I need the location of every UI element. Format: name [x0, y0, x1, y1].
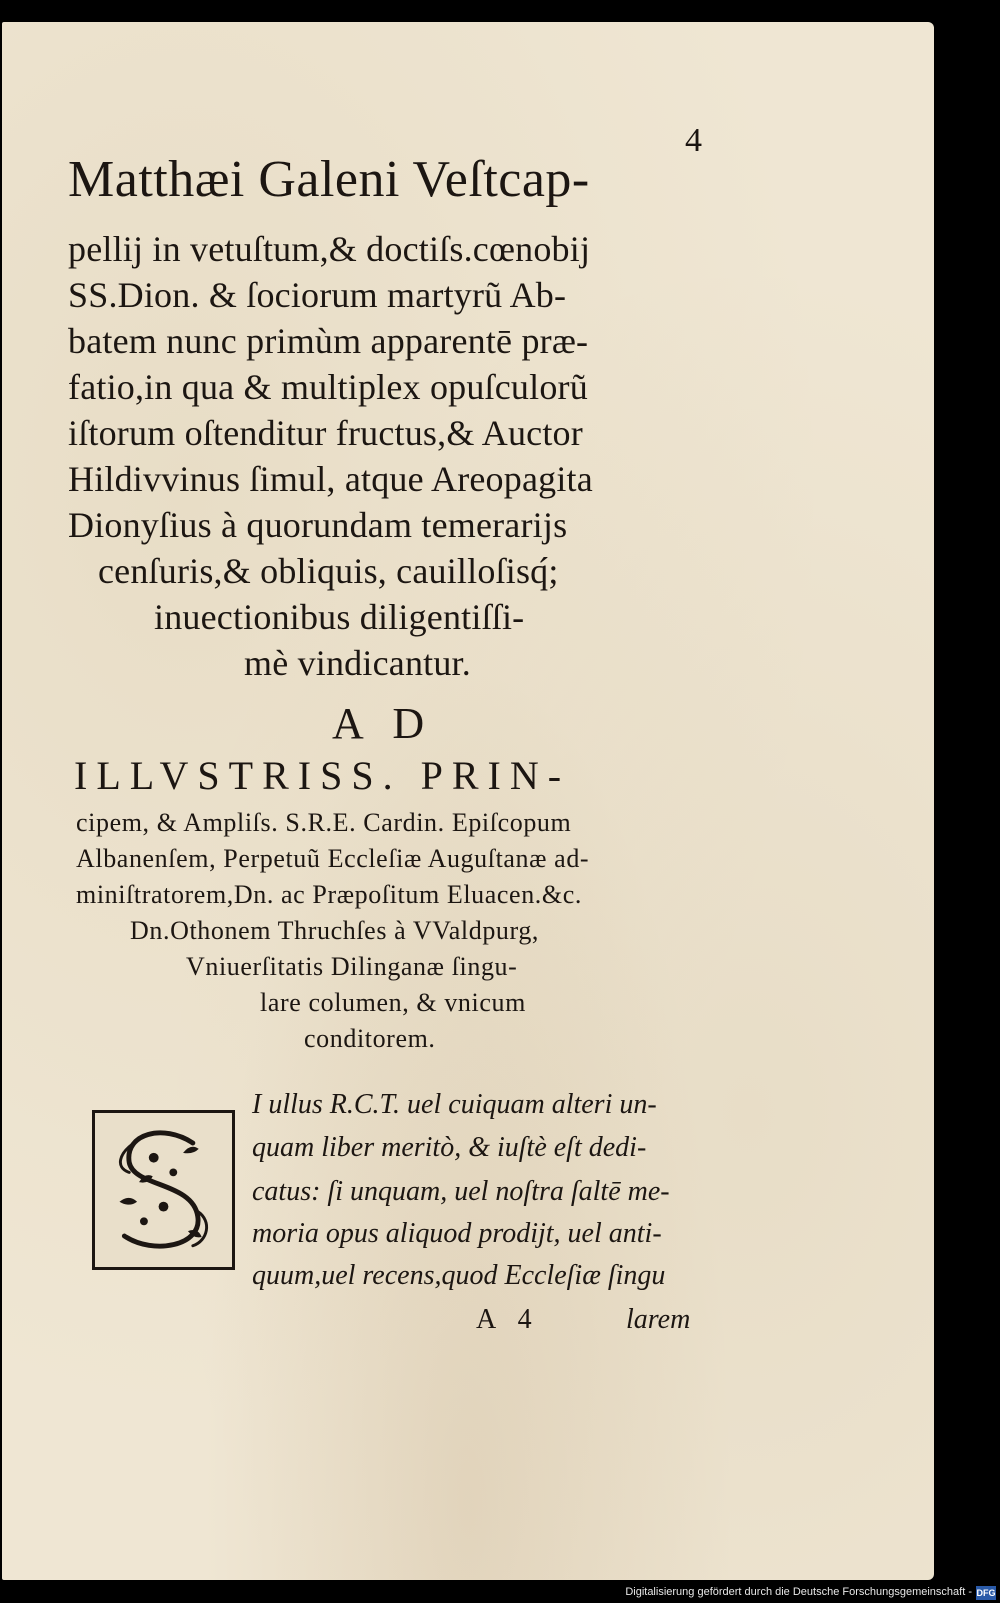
title-line: batem nunc primùm apparentē præ-	[68, 321, 589, 361]
title-line: iſtorum oſtenditur fructus,& Auctor	[68, 413, 583, 453]
body-line: quum,uel recens,quod Eccleſiæ ſingu	[252, 1260, 666, 1291]
folio-number: 4	[685, 122, 702, 159]
decorated-initial-s-icon	[95, 1113, 232, 1267]
title-line: mè vindicantur.	[244, 643, 471, 683]
body-line: catus: ſi unquam, uel noſtra ſaltē me-	[252, 1176, 670, 1207]
body-line: I ullus R.C.T. uel cuiquam alteri un-	[252, 1089, 657, 1120]
dedication-heading: ILLVSTRISS. PRIN-	[74, 753, 571, 798]
dedication-line: Dn.Othonem Thruchſes à VValdpurg,	[130, 916, 540, 945]
dedication-line: conditorem.	[304, 1024, 436, 1053]
title-line: cenſuris,& obliquis, cauilloſisq́;	[98, 551, 559, 591]
title-line: inuectionibus diligentiſſi-	[154, 597, 525, 637]
dfg-logo: DFG	[976, 1588, 996, 1598]
title-line: SS.Dion. & ſociorum martyrũ Ab-	[68, 275, 567, 315]
dedication-ad: A D	[332, 699, 435, 748]
body-line: quam liber meritò, & iuſtè eſt dedi-	[252, 1132, 647, 1163]
title-line: pellij in vetuſtum,& doctiſs.cœnobij	[68, 229, 591, 269]
dedication-line: Albanenſem, Perpetuũ Eccleſiæ Auguſtanæ ad-	[76, 844, 590, 873]
title-line: Dionyſius à quorundam temerarijs	[68, 505, 568, 545]
body-line: moria opus aliquod prodijt, uel anti-	[252, 1218, 662, 1249]
digitization-credit: Digitalisierung gefördert durch die Deutsche Forschungsgemeinschaft -	[625, 1586, 972, 1598]
catchword: larem	[626, 1304, 691, 1335]
dedication-line: lare columen, & vnicum	[260, 988, 526, 1017]
dedication-line: cipem, & Ampliſs. S.R.E. Cardin. Epiſcopum	[76, 808, 572, 837]
initial-letter-text	[95, 1267, 96, 1268]
signature-mark: A 4	[476, 1304, 540, 1335]
dedication-line: miniſtratorem,Dn. ac Præpoſitum Eluacen.&c.	[76, 880, 582, 909]
title-line: fatio,in qua & multiplex opuſculorũ	[68, 367, 588, 407]
dedication-line: Vniuerſitatis Dilinganæ ſingu-	[186, 952, 518, 981]
book-page	[2, 22, 934, 1580]
decorated-initial	[92, 1110, 235, 1270]
title-line: Hildivvinus ſimul, atque Areopagita	[68, 459, 593, 499]
title-line: Matthæi Galeni Veſtcap-	[68, 151, 590, 208]
